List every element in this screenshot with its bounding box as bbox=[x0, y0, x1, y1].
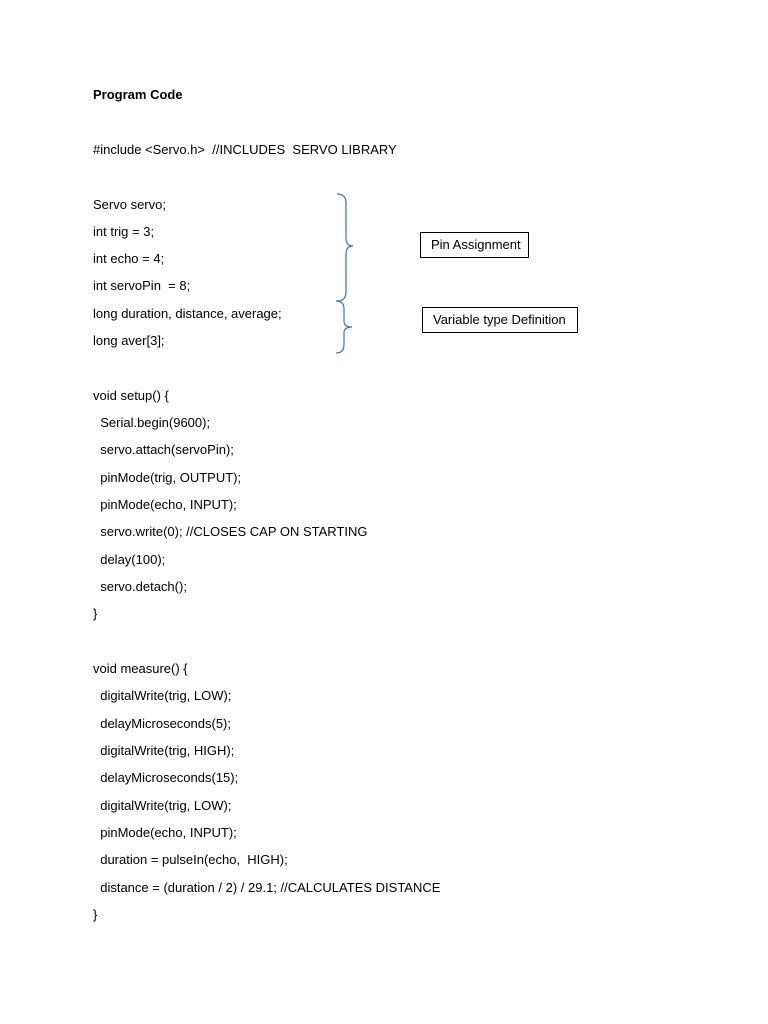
code-line-servo-attach: servo.attach(servoPin); bbox=[93, 442, 234, 457]
code-line-serial-begin: Serial.begin(9600); bbox=[93, 415, 211, 430]
pin-assignment-brace bbox=[337, 194, 353, 301]
code-line-delay-us-15: delayMicroseconds(15); bbox=[93, 770, 239, 785]
code-line-duration: duration = pulseIn(echo, HIGH); bbox=[93, 852, 288, 867]
code-line-pinmode-trig: pinMode(trig, OUTPUT); bbox=[93, 470, 242, 485]
code-line-servopin-decl: int servoPin = 8; bbox=[93, 278, 191, 293]
code-line-aver-decl: long aver[3]; bbox=[93, 333, 165, 348]
code-line-measure-open: void measure() { bbox=[93, 661, 188, 676]
code-line-digitalwrite-high: digitalWrite(trig, HIGH); bbox=[93, 743, 235, 758]
code-line-setup-open: void setup() { bbox=[93, 388, 169, 403]
code-line-servo-write: servo.write(0); //CLOSES CAP ON STARTING bbox=[93, 524, 368, 539]
code-line-echo-decl: int echo = 4; bbox=[93, 251, 165, 266]
code-line-long-decl: long duration, distance, average; bbox=[93, 306, 282, 321]
variable-type-brace bbox=[336, 301, 352, 353]
code-line-include: #include <Servo.h> //INCLUDES SERVO LIBRARY bbox=[93, 142, 397, 157]
document-heading: Program Code bbox=[93, 87, 183, 102]
variable-type-definition-label: Variable type Definition bbox=[422, 307, 578, 333]
code-line-digitalwrite-low-2: digitalWrite(trig, LOW); bbox=[93, 798, 232, 813]
pin-assignment-label: Pin Assignment bbox=[420, 232, 529, 258]
code-line-setup-close: } bbox=[93, 606, 98, 621]
code-line-servo-detach: servo.detach(); bbox=[93, 579, 187, 594]
code-line-digitalwrite-low-1: digitalWrite(trig, LOW); bbox=[93, 688, 232, 703]
code-line-delay: delay(100); bbox=[93, 552, 166, 567]
code-line-delay-us-5: delayMicroseconds(5); bbox=[93, 716, 231, 731]
code-line-pinmode-echo-2: pinMode(echo, INPUT); bbox=[93, 825, 237, 840]
code-line-trig-decl: int trig = 3; bbox=[93, 224, 155, 239]
code-line-measure-close: } bbox=[93, 907, 98, 922]
code-line-pinmode-echo: pinMode(echo, INPUT); bbox=[93, 497, 237, 512]
code-line-servo-decl: Servo servo; bbox=[93, 197, 166, 212]
code-line-distance: distance = (duration / 2) / 29.1; //CALCULATES DISTANCE bbox=[93, 880, 441, 895]
